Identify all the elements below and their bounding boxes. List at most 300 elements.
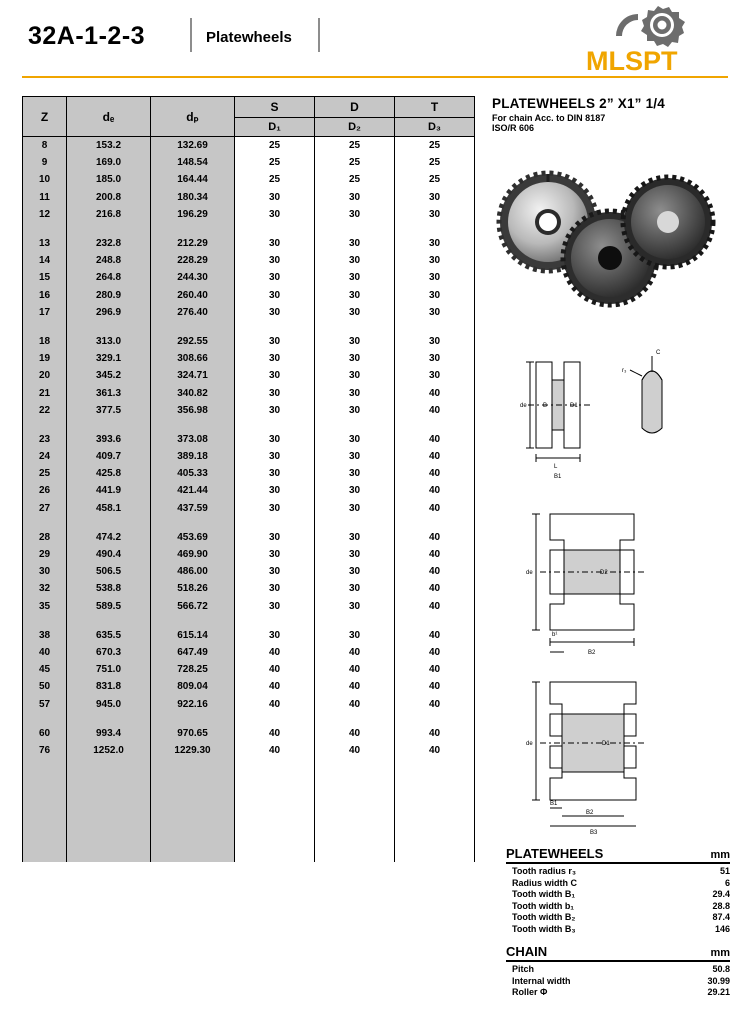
cell-dp: 647.49 (151, 644, 235, 661)
cell-dp: 970.65 (151, 725, 235, 742)
filler-cell (23, 828, 67, 845)
cell-de: 490.4 (67, 546, 151, 563)
filler-cell (67, 828, 151, 845)
cell-z: 15 (23, 269, 67, 286)
table-group-spacer (23, 517, 475, 529)
col-d3: D₃ (395, 118, 475, 137)
brand-logo (578, 4, 728, 76)
filler-cell (23, 811, 67, 828)
cell-dp: 228.29 (151, 252, 235, 269)
cell-dp: 922.16 (151, 695, 235, 712)
platewheels-spec-row (512, 924, 730, 936)
sprocket-photo (492, 150, 732, 330)
spacer-cell (395, 419, 475, 431)
cell-d1: 40 (235, 644, 315, 661)
spacer-cell (67, 419, 151, 431)
page-title: Platewheels (206, 29, 292, 46)
cell-d3: 40 (395, 580, 475, 597)
platewheels-spec-row-value: 29.4 (712, 889, 730, 899)
cell-z: 21 (23, 384, 67, 401)
chain-spec-unit: mm (710, 947, 730, 959)
filler-cell (395, 776, 475, 793)
cell-z: 11 (23, 189, 67, 206)
cell-d3: 40 (395, 465, 475, 482)
cell-d3: 40 (395, 431, 475, 448)
cell-d1: 30 (235, 482, 315, 499)
svg-text:de: de (526, 570, 533, 576)
table-row (23, 350, 475, 367)
platewheels-spec-row (512, 889, 730, 901)
cell-d2: 30 (315, 482, 395, 499)
cell-dp: 453.69 (151, 529, 235, 546)
table-group-spacer (23, 713, 475, 725)
spacer-cell (23, 419, 67, 431)
cell-de: 635.5 (67, 627, 151, 644)
cell-de: 329.1 (67, 350, 151, 367)
cell-z: 29 (23, 546, 67, 563)
table-group-spacer (23, 615, 475, 627)
cell-d3: 40 (395, 644, 475, 661)
cell-z: 26 (23, 482, 67, 499)
cell-d2: 30 (315, 304, 395, 321)
cell-d1: 30 (235, 448, 315, 465)
table-row (23, 137, 475, 155)
platewheels-spec-row (512, 912, 730, 924)
cell-d3: 30 (395, 350, 475, 367)
cell-dp: 292.55 (151, 333, 235, 350)
cell-de: 296.9 (67, 304, 151, 321)
cell-d1: 25 (235, 137, 315, 155)
table-row (23, 235, 475, 252)
cell-dp: 437.59 (151, 500, 235, 517)
cell-de: 474.2 (67, 529, 151, 546)
cell-d2: 30 (315, 333, 395, 350)
filler-cell (151, 759, 235, 776)
platewheels-spec-row-value: 87.4 (712, 912, 730, 922)
table-row (23, 431, 475, 448)
cell-d1: 30 (235, 431, 315, 448)
cell-dp: 148.54 (151, 154, 235, 171)
filler-cell (235, 845, 315, 862)
table-filler-row (23, 759, 475, 776)
platewheels-spec-row-label: Tooth width B₁ (512, 889, 576, 899)
table-row (23, 695, 475, 712)
table-row (23, 367, 475, 384)
spacer-cell (395, 321, 475, 333)
accent-rule (22, 76, 728, 78)
spacer-cell (151, 713, 235, 725)
cell-d2: 30 (315, 529, 395, 546)
spacer-cell (395, 713, 475, 725)
cell-z: 13 (23, 235, 67, 252)
page-header (0, 0, 750, 82)
cell-de: 200.8 (67, 189, 151, 206)
spacer-cell (315, 223, 395, 235)
cell-de: 169.0 (67, 154, 151, 171)
table-row (23, 529, 475, 546)
platewheels-spec-row-label: Tooth radius r₃ (512, 866, 576, 876)
cell-dp: 244.30 (151, 269, 235, 286)
table-group-spacer (23, 419, 475, 431)
spacer-cell (235, 419, 315, 431)
cell-d3: 30 (395, 206, 475, 223)
cell-dp: 260.40 (151, 287, 235, 304)
filler-cell (235, 759, 315, 776)
cell-d1: 30 (235, 189, 315, 206)
cell-dp: 212.29 (151, 235, 235, 252)
spacer-cell (67, 223, 151, 235)
drawing-tooth-profile (510, 334, 730, 486)
cell-z: 40 (23, 644, 67, 661)
table-row (23, 598, 475, 615)
cell-d1: 30 (235, 367, 315, 384)
cell-d2: 30 (315, 235, 395, 252)
svg-text:b¹: b¹ (552, 632, 558, 638)
platewheels-spec-row-value: 6 (724, 877, 730, 888)
cell-d1: 40 (235, 725, 315, 742)
cell-d1: 40 (235, 678, 315, 695)
cell-z: 27 (23, 500, 67, 517)
filler-cell (23, 845, 67, 862)
cell-d1: 30 (235, 206, 315, 223)
svg-text:r₃: r₃ (622, 368, 627, 374)
cell-d3: 40 (395, 563, 475, 580)
cell-de: 264.8 (67, 269, 151, 286)
table-row (23, 252, 475, 269)
cell-z: 22 (23, 402, 67, 419)
drawing-triplex-section (510, 668, 730, 838)
filler-cell (67, 811, 151, 828)
cell-dp: 180.34 (151, 189, 235, 206)
spacer-cell (395, 615, 475, 627)
svg-text:B1: B1 (550, 801, 558, 807)
table-head (23, 97, 475, 137)
svg-text:D1: D1 (602, 741, 610, 747)
chain-spec-row-label: Pitch (512, 964, 535, 974)
cell-d1: 30 (235, 402, 315, 419)
spacer-cell (67, 713, 151, 725)
cell-de: 670.3 (67, 644, 151, 661)
cell-d3: 30 (395, 367, 475, 384)
product-code: 32A-1-2-3 (28, 22, 146, 50)
cell-de: 232.8 (67, 235, 151, 252)
cell-d3: 30 (395, 333, 475, 350)
cell-dp: 276.40 (151, 304, 235, 321)
cell-d2: 40 (315, 661, 395, 678)
table-row (23, 154, 475, 171)
cell-d3: 40 (395, 627, 475, 644)
cell-d2: 30 (315, 269, 395, 286)
cell-z: 18 (23, 333, 67, 350)
cell-d2: 30 (315, 500, 395, 517)
cell-z: 32 (23, 580, 67, 597)
cell-dp: 405.33 (151, 465, 235, 482)
svg-text:B3: B3 (590, 830, 598, 836)
filler-cell (315, 828, 395, 845)
table-filler-row (23, 776, 475, 793)
filler-cell (315, 845, 395, 862)
svg-text:B1: B1 (554, 474, 562, 480)
logo-text: MLSPT (586, 46, 678, 76)
svg-text:de: de (526, 741, 533, 747)
table-row (23, 500, 475, 517)
cell-d2: 30 (315, 431, 395, 448)
cell-d3: 40 (395, 661, 475, 678)
spacer-cell (23, 615, 67, 627)
filler-cell (67, 759, 151, 776)
cell-z: 19 (23, 350, 67, 367)
cell-d3: 40 (395, 742, 475, 759)
cell-d3: 40 (395, 448, 475, 465)
svg-text:B: B (543, 403, 548, 409)
filler-cell (151, 828, 235, 845)
cell-d3: 30 (395, 189, 475, 206)
spacer-cell (23, 517, 67, 529)
platewheels-heading: PLATEWHEELS 2” X1” 1/4 (492, 96, 665, 111)
cell-dp: 324.71 (151, 367, 235, 384)
cell-d3: 30 (395, 252, 475, 269)
cell-de: 393.6 (67, 431, 151, 448)
table-row (23, 482, 475, 499)
cell-z: 60 (23, 725, 67, 742)
cell-d2: 40 (315, 725, 395, 742)
cell-d3: 40 (395, 678, 475, 695)
cell-z: 35 (23, 598, 67, 615)
platewheels-spec-row-label: Tooth width B₃ (512, 923, 576, 934)
cell-d2: 30 (315, 546, 395, 563)
spacer-cell (67, 615, 151, 627)
chain-standard-line2: ISO/R 606 (492, 123, 535, 133)
cell-de: 538.8 (67, 580, 151, 597)
spacer-cell (395, 517, 475, 529)
cell-z: 14 (23, 252, 67, 269)
filler-cell (395, 759, 475, 776)
cell-z: 10 (23, 171, 67, 188)
cell-d1: 30 (235, 269, 315, 286)
cell-z: 17 (23, 304, 67, 321)
cell-de: 458.1 (67, 500, 151, 517)
cell-dp: 486.00 (151, 563, 235, 580)
table-row (23, 304, 475, 321)
table-filler-row (23, 793, 475, 810)
cell-d2: 25 (315, 171, 395, 188)
cell-de: 751.0 (67, 661, 151, 678)
chain-spec-row (512, 987, 730, 999)
filler-cell (395, 828, 475, 845)
col-t: T (395, 97, 475, 118)
cell-dp: 469.90 (151, 546, 235, 563)
bottom-specs (506, 846, 730, 999)
filler-cell (235, 828, 315, 845)
spacer-cell (151, 517, 235, 529)
cell-de: 313.0 (67, 333, 151, 350)
cell-z: 20 (23, 367, 67, 384)
spacer-cell (235, 713, 315, 725)
table-row (23, 661, 475, 678)
cell-d1: 30 (235, 350, 315, 367)
cell-z: 76 (23, 742, 67, 759)
col-z: Z (23, 97, 67, 137)
cell-d3: 30 (395, 269, 475, 286)
spacer-cell (315, 713, 395, 725)
cell-d1: 30 (235, 252, 315, 269)
filler-cell (23, 776, 67, 793)
platewheels-spec-row-label: Radius width C (512, 877, 577, 888)
col-d1: D₁ (235, 118, 315, 137)
cell-z: 23 (23, 431, 67, 448)
spacer-cell (151, 321, 235, 333)
table-row (23, 333, 475, 350)
platewheels-spec-row (512, 866, 730, 878)
chain-spec-row (512, 976, 730, 988)
table-row (23, 206, 475, 223)
cell-d3: 40 (395, 500, 475, 517)
cell-de: 345.2 (67, 367, 151, 384)
cell-z: 16 (23, 287, 67, 304)
spacer-cell (23, 321, 67, 333)
cell-d3: 40 (395, 598, 475, 615)
cell-d3: 40 (395, 725, 475, 742)
cell-d3: 25 (395, 154, 475, 171)
chain-spec-row-value: 29.21 (707, 987, 730, 997)
cell-de: 993.4 (67, 725, 151, 742)
filler-cell (315, 759, 395, 776)
filler-cell (23, 793, 67, 810)
cell-de: 945.0 (67, 695, 151, 712)
filler-cell (315, 776, 395, 793)
filler-cell (235, 776, 315, 793)
cell-d2: 40 (315, 742, 395, 759)
cell-z: 50 (23, 678, 67, 695)
col-s: S (235, 97, 315, 118)
cell-d3: 40 (395, 546, 475, 563)
svg-text:L: L (554, 464, 558, 470)
cell-d1: 30 (235, 580, 315, 597)
cell-z: 28 (23, 529, 67, 546)
platewheels-spec-row-label: Tooth width B₂ (512, 912, 576, 922)
chain-spec-row-label: Internal width (512, 975, 571, 986)
cell-de: 409.7 (67, 448, 151, 465)
cell-d3: 30 (395, 287, 475, 304)
chain-standard-line1: For chain Acc. to DIN 8187 (492, 113, 606, 123)
header-divider (318, 18, 320, 52)
table-row (23, 448, 475, 465)
specification-table (22, 96, 474, 862)
cell-de: 377.5 (67, 402, 151, 419)
cell-d1: 30 (235, 333, 315, 350)
cell-d3: 40 (395, 529, 475, 546)
platewheels-spec-list (506, 866, 730, 935)
cell-de: 248.8 (67, 252, 151, 269)
cell-de: 216.8 (67, 206, 151, 223)
cell-d1: 40 (235, 695, 315, 712)
filler-cell (151, 793, 235, 810)
cell-d2: 40 (315, 644, 395, 661)
filler-cell (67, 845, 151, 862)
spacer-cell (23, 223, 67, 235)
chain-spec-title: CHAIN (506, 944, 548, 959)
cell-d1: 40 (235, 661, 315, 678)
cell-de: 441.9 (67, 482, 151, 499)
platewheels-spec-header (506, 846, 730, 864)
cell-d3: 30 (395, 235, 475, 252)
spacer-cell (235, 517, 315, 529)
platewheels-spec-row (512, 878, 730, 890)
cell-d2: 30 (315, 350, 395, 367)
cell-d3: 40 (395, 482, 475, 499)
spacer-cell (315, 419, 395, 431)
spacer-cell (151, 615, 235, 627)
cell-d2: 30 (315, 563, 395, 580)
col-d2: D₂ (315, 118, 395, 137)
cell-d2: 40 (315, 695, 395, 712)
svg-text:D1: D1 (570, 403, 578, 409)
cell-de: 506.5 (67, 563, 151, 580)
filler-cell (67, 776, 151, 793)
cell-d2: 30 (315, 448, 395, 465)
cell-dp: 728.25 (151, 661, 235, 678)
spacer-cell (23, 713, 67, 725)
col-d: D (315, 97, 395, 118)
header-divider (190, 18, 192, 52)
cell-d3: 30 (395, 304, 475, 321)
table-header-row (23, 97, 475, 118)
cell-d1: 30 (235, 598, 315, 615)
platewheels-spec-row-label: Tooth width b₁ (512, 900, 575, 911)
cell-d1: 25 (235, 154, 315, 171)
table-row (23, 189, 475, 206)
cell-d2: 30 (315, 598, 395, 615)
table-row (23, 563, 475, 580)
chain-spec-row-label: Roller Φ (512, 987, 548, 997)
table-filler-row (23, 828, 475, 845)
table-row (23, 678, 475, 695)
cell-de: 425.8 (67, 465, 151, 482)
cell-dp: 164.44 (151, 171, 235, 188)
table-filler-row (23, 811, 475, 828)
cell-d1: 30 (235, 235, 315, 252)
chain-spec-row (512, 964, 730, 976)
cell-d2: 25 (315, 137, 395, 155)
filler-cell (151, 811, 235, 828)
cell-z: 24 (23, 448, 67, 465)
cell-de: 153.2 (67, 137, 151, 155)
spacer-cell (235, 223, 315, 235)
filler-cell (235, 811, 315, 828)
cell-d1: 30 (235, 546, 315, 563)
cell-dp: 809.04 (151, 678, 235, 695)
cell-dp: 1229.30 (151, 742, 235, 759)
spacer-cell (151, 223, 235, 235)
spacer-cell (395, 223, 475, 235)
platewheels-spec-row-value: 146 (714, 923, 730, 934)
svg-text:D2: D2 (600, 570, 608, 576)
cell-d2: 30 (315, 627, 395, 644)
cell-d2: 30 (315, 206, 395, 223)
cell-dp: 615.14 (151, 627, 235, 644)
table-row (23, 546, 475, 563)
cell-d1: 30 (235, 529, 315, 546)
filler-cell (395, 811, 475, 828)
table-group-spacer (23, 321, 475, 333)
table-row (23, 580, 475, 597)
cell-de: 280.9 (67, 287, 151, 304)
table-body (23, 137, 475, 863)
cell-d3: 25 (395, 137, 475, 155)
cell-d2: 30 (315, 367, 395, 384)
filler-cell (23, 759, 67, 776)
svg-text:de: de (520, 403, 527, 409)
